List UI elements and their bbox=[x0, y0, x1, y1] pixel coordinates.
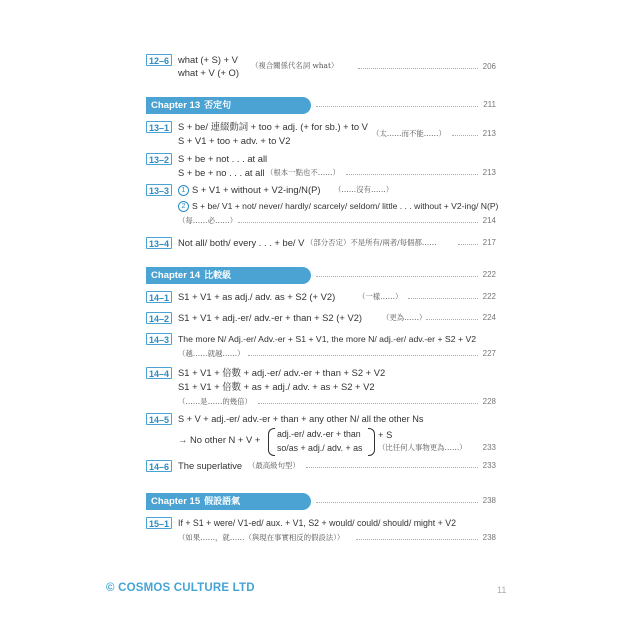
page-number: 238 bbox=[482, 496, 496, 505]
toc-entry-14-2[interactable] bbox=[146, 312, 496, 326]
page-number: 213 bbox=[482, 168, 496, 177]
left-brace bbox=[268, 428, 275, 456]
toc-entry-13-2[interactable] bbox=[146, 153, 496, 181]
leader-dots bbox=[408, 298, 478, 299]
entry-line-1: S + V + adj.-er/ adv.-er + than + any other N/ all the other Ns bbox=[178, 414, 424, 424]
entry-line-1 bbox=[178, 184, 320, 196]
page-number: 227 bbox=[482, 349, 496, 358]
entry-line-1: S + be/ 連綴動詞 + too + adj. (+ for sb.) + to V bbox=[178, 121, 368, 132]
circle-number-1: 1 bbox=[178, 185, 189, 196]
entry-subject: + S bbox=[378, 429, 393, 440]
entry-chinese: （……沒有……） bbox=[334, 185, 394, 194]
chapter-label: Chapter 15 bbox=[151, 496, 201, 507]
entry-chinese: （如果……，就……（與現在事實相反的假設法）） bbox=[178, 533, 345, 542]
section-number: 13–3 bbox=[146, 184, 172, 196]
entry-line-2: → No other N + V + bbox=[178, 434, 261, 445]
leader-dots bbox=[316, 276, 478, 277]
leader-dots bbox=[458, 244, 478, 245]
section-number: 12–6 bbox=[146, 54, 172, 66]
entry-line-2: S + be + no . . . at all bbox=[178, 167, 265, 178]
toc-entry-13-4[interactable] bbox=[146, 237, 496, 251]
toc-entry-15-1[interactable] bbox=[146, 517, 496, 545]
section-number: 14–3 bbox=[146, 333, 172, 345]
entry-line-1: S + be + not . . . at all bbox=[178, 153, 268, 164]
entry-line-2 bbox=[178, 200, 498, 212]
section-number: 14–5 bbox=[146, 413, 172, 425]
leader-dots bbox=[316, 106, 478, 107]
leader-dots bbox=[306, 467, 478, 468]
leader-dots bbox=[238, 222, 478, 223]
entry-line-2: S + V1 + too + adv. + to V2 bbox=[178, 135, 291, 146]
entry-text: S + V1 + without + V2-ing/N(P) bbox=[192, 184, 321, 195]
chapter-15-header[interactable] bbox=[146, 493, 496, 510]
leader-dots bbox=[426, 319, 478, 320]
circle-number-2: 2 bbox=[178, 201, 189, 212]
entry-chinese: （更為……） bbox=[382, 313, 427, 322]
chapter-title: 比較級 bbox=[204, 271, 232, 281]
right-brace bbox=[368, 428, 375, 456]
entry-chinese: （部分否定）不是所有/兩者/每個都…… bbox=[306, 238, 437, 247]
entry-line-1: S1 + V1 + as adj./ adv. as + S2 (+ V2) bbox=[178, 291, 336, 302]
page-number: 206 bbox=[482, 62, 496, 71]
leader-dots bbox=[248, 355, 478, 356]
leader-dots bbox=[316, 502, 478, 503]
chapter-14-header[interactable] bbox=[146, 267, 496, 284]
entry-line-1: S1 + V1 + adj.-er/ adv.-er + than + S2 (+ V2) bbox=[178, 312, 363, 323]
entry-line-1: S1 + V1 + 倍數 + adj.-er/ adv.-er + than + S2 + V2 bbox=[178, 367, 386, 378]
entry-chinese: （複合關係代名詞 what） bbox=[251, 61, 339, 70]
page-number: 228 bbox=[482, 397, 496, 406]
entry-line-2: what + V (+ O) bbox=[178, 67, 239, 78]
page-number: 222 bbox=[482, 292, 496, 301]
page-number: 233 bbox=[482, 461, 496, 470]
toc-entry-13-1[interactable] bbox=[146, 121, 496, 149]
chapter-bar bbox=[146, 493, 311, 510]
page-number: 211 bbox=[483, 100, 496, 109]
page-number: 238 bbox=[482, 533, 496, 542]
entry-chinese: （一樣……） bbox=[358, 292, 403, 301]
leader-dots bbox=[346, 174, 478, 175]
chapter-bar bbox=[146, 267, 311, 284]
chapter-label: Chapter 14 bbox=[151, 270, 201, 281]
chapter-title: 假設語氣 bbox=[204, 497, 241, 507]
page-number: 213 bbox=[482, 129, 496, 138]
entry-chinese: （最高級句型） bbox=[248, 461, 300, 470]
entry-text: S + be/ V1 + not/ never/ hardly/ scarcely/ seldom/ little . . . without + V2-ing/ N(P) bbox=[192, 201, 499, 211]
entry-line-1: The more N/ Adj.-er/ Adv.-er + S1 + V1, the more N/ adj.-er/ adv.-er + S2 + V2 bbox=[178, 334, 477, 344]
chapter-title: 否定句 bbox=[204, 101, 232, 111]
leader-dots bbox=[358, 68, 478, 69]
page-number: 233 bbox=[482, 443, 496, 452]
toc-entry-14-1[interactable] bbox=[146, 291, 496, 305]
chapter-13-header[interactable] bbox=[146, 97, 496, 114]
entry-chinese: （越……就越……） bbox=[178, 349, 245, 358]
page-footer-number: 11 bbox=[497, 585, 507, 595]
toc-entry-14-3[interactable] bbox=[146, 333, 496, 361]
entry-chinese: （每……必……） bbox=[178, 216, 238, 225]
copyright-footer: © COSMOS CULTURE LTD bbox=[106, 582, 255, 594]
toc-entry-14-4[interactable] bbox=[146, 367, 496, 407]
chapter-bar bbox=[146, 97, 311, 114]
toc-entry-14-6[interactable] bbox=[146, 460, 496, 474]
entry-line-1: The superlative bbox=[178, 460, 243, 471]
brace-option-1: adj.-er/ adv.-er + than bbox=[277, 429, 361, 439]
brace-option-2: so/as + adj./ adv. + as bbox=[277, 443, 363, 453]
entry-line-1: what (+ S) + V bbox=[178, 54, 238, 65]
page-number: 222 bbox=[482, 270, 496, 279]
section-number: 14–2 bbox=[146, 312, 172, 324]
section-number: 13–1 bbox=[146, 121, 172, 133]
chapter-label: Chapter 13 bbox=[151, 100, 201, 111]
leader-dots bbox=[452, 135, 478, 136]
page-number: 214 bbox=[482, 216, 496, 225]
entry-chinese: （根本一點也不……） bbox=[266, 168, 340, 177]
section-number: 14–1 bbox=[146, 291, 172, 303]
page-number: 217 bbox=[482, 238, 496, 247]
entry-chinese: （比任何人事物更為……） bbox=[378, 443, 467, 452]
page-number: 224 bbox=[482, 313, 496, 322]
toc-entry-13-3[interactable] bbox=[146, 184, 499, 230]
entry-chinese: （太……而不能……） bbox=[372, 129, 446, 138]
leader-dots bbox=[258, 403, 478, 404]
section-number: 14–6 bbox=[146, 460, 172, 472]
section-number: 14–4 bbox=[146, 367, 172, 379]
leader-dots bbox=[356, 539, 478, 540]
entry-chinese: （……是……的幾倍） bbox=[178, 397, 252, 406]
entry-line-1: If + S1 + were/ V1-ed/ aux. + V1, S2 + would/ could/ should/ might + V2 bbox=[178, 518, 456, 528]
entry-line-2: S1 + V1 + 倍數 + as + adj./ adv. + as + S2 + V2 bbox=[178, 381, 375, 392]
toc-entry-14-5[interactable] bbox=[146, 413, 496, 459]
section-number: 13–4 bbox=[146, 237, 172, 249]
entry-line-1: Not all/ both/ every . . . + be/ V bbox=[178, 237, 305, 248]
section-number: 13–2 bbox=[146, 153, 172, 165]
toc-entry-12-6[interactable] bbox=[146, 54, 496, 82]
section-number: 15–1 bbox=[146, 517, 172, 529]
